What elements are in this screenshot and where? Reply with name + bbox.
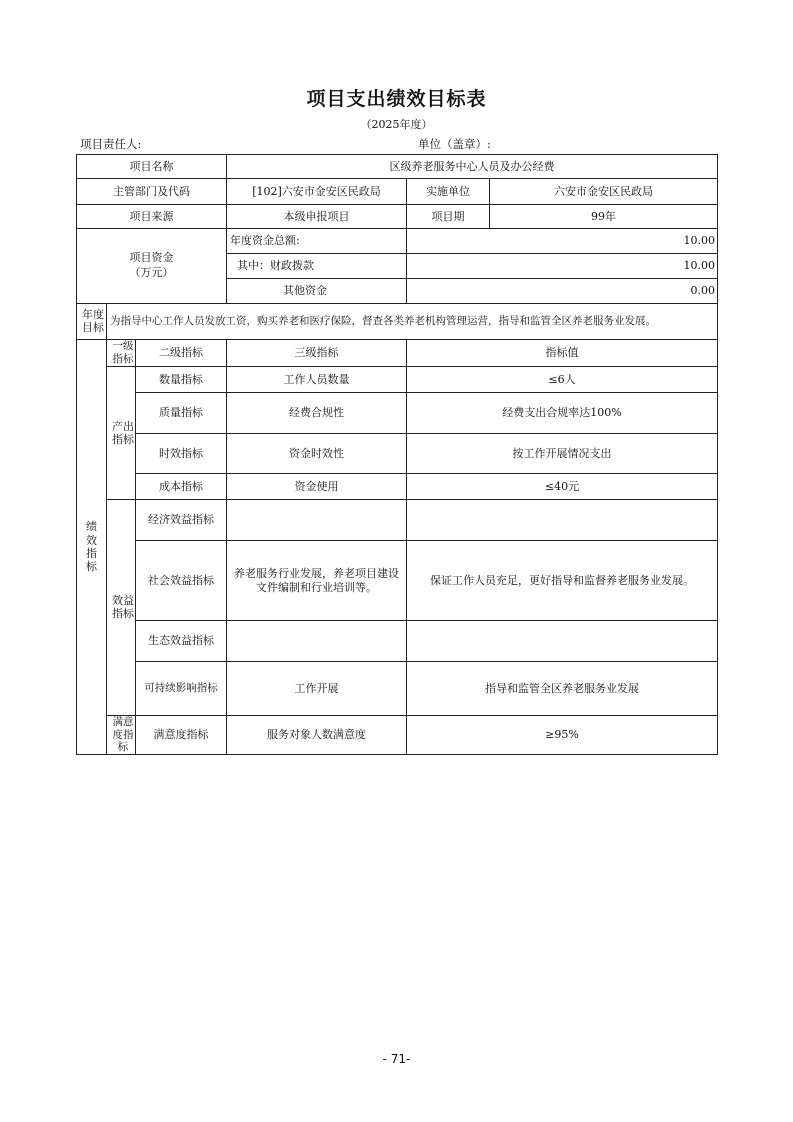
source-value: 本级申报项目 bbox=[227, 205, 407, 229]
fund-total-label: 年度资金总额: bbox=[227, 229, 407, 254]
table-row bbox=[77, 393, 718, 434]
level2-cell: 社会效益指标 bbox=[136, 541, 227, 621]
impl-unit-value: 六安市金安区民政局 bbox=[490, 179, 718, 205]
goal-label-text: 年度目标 bbox=[82, 308, 104, 335]
department-label: 主管部门及代码 bbox=[77, 179, 227, 205]
value-cell: ≥95% bbox=[407, 716, 718, 755]
header-level3: 三级指标 bbox=[227, 340, 407, 367]
fund-label-text: 项目资金（万元） bbox=[129, 251, 174, 279]
fund-fiscal-value: 10.00 bbox=[407, 254, 718, 279]
level3-cell: 资金使用 bbox=[227, 474, 407, 500]
project-name-value: 区级养老服务中心人员及办公经费 bbox=[227, 155, 718, 179]
value-cell: 按工作开展情况支出 bbox=[407, 434, 718, 474]
perf-header-row bbox=[77, 340, 718, 367]
value-cell: 保证工作人员充足，更好指导和监督养老服务业发展。 bbox=[407, 541, 718, 621]
row-department bbox=[77, 179, 718, 205]
perf-section-label bbox=[77, 340, 107, 755]
level2-cell: 质量指标 bbox=[136, 393, 227, 434]
value-cell bbox=[407, 500, 718, 541]
value-cell: 经费支出合规率达100% bbox=[407, 393, 718, 434]
responsible-label: 项目责任人: bbox=[80, 137, 142, 151]
row-source bbox=[77, 205, 718, 229]
department-value: [102]六安市金安区民政局 bbox=[227, 179, 407, 205]
value-cell: ≤40元 bbox=[407, 474, 718, 500]
header-level1 bbox=[107, 340, 136, 367]
row-project-name bbox=[77, 155, 718, 179]
goal-label bbox=[77, 304, 107, 340]
table-row bbox=[77, 716, 718, 755]
value-cell: 指导和监管全区养老服务业发展 bbox=[407, 662, 718, 716]
satisfaction-label bbox=[107, 716, 136, 755]
level3-cell: 养老服务行业发展，养老项目建设文件编制和行业培训等。 bbox=[227, 541, 407, 621]
benefit-label bbox=[107, 500, 136, 716]
row-fund-total bbox=[77, 229, 718, 254]
fund-fiscal-label: 其中：财政拨款 bbox=[227, 254, 407, 279]
source-label: 项目来源 bbox=[77, 205, 227, 229]
value-cell bbox=[407, 621, 718, 662]
level3-cell bbox=[227, 621, 407, 662]
level2-cell: 生态效益指标 bbox=[136, 621, 227, 662]
level2-cell: 成本指标 bbox=[136, 474, 227, 500]
level2-cell: 经济效益指标 bbox=[136, 500, 227, 541]
performance-table bbox=[76, 154, 718, 755]
level3-cell: 经费合规性 bbox=[227, 393, 407, 434]
value-cell: ≤6人 bbox=[407, 367, 718, 393]
project-name-label: 项目名称 bbox=[77, 155, 227, 179]
year-label: （2025年度） bbox=[360, 118, 433, 131]
header-value: 指标值 bbox=[407, 340, 718, 367]
output-label bbox=[107, 367, 136, 500]
level2-cell: 时效指标 bbox=[136, 434, 227, 474]
satisfaction-label-text: 满意度指标 bbox=[112, 716, 134, 754]
header-level2: 二级指标 bbox=[136, 340, 227, 367]
table-row bbox=[77, 474, 718, 500]
header-level1-text: 一级指标 bbox=[112, 340, 134, 365]
period-value: 99年 bbox=[490, 205, 718, 229]
perf-section-text: 绩效指标 bbox=[86, 520, 97, 573]
level3-cell: 工作开展 bbox=[227, 662, 407, 716]
period-label: 项目期 bbox=[407, 205, 490, 229]
level3-cell: 工作人员数量 bbox=[227, 367, 407, 393]
fund-other-label: 其他资金 bbox=[227, 279, 407, 304]
level3-cell bbox=[227, 500, 407, 541]
level2-cell: 数量指标 bbox=[136, 367, 227, 393]
fund-other-value: 0.00 bbox=[407, 279, 718, 304]
table-row bbox=[77, 662, 718, 716]
level3-cell: 资金时效性 bbox=[227, 434, 407, 474]
table-row bbox=[77, 434, 718, 474]
page-number: - 71- bbox=[382, 1052, 411, 1066]
page-title: 项目支出绩效目标表 bbox=[306, 88, 487, 110]
level2-cell: 满意度指标 bbox=[136, 716, 227, 755]
level2-cell: 可持续影响指标 bbox=[136, 662, 227, 716]
table-row bbox=[77, 541, 718, 621]
fund-label bbox=[77, 229, 227, 304]
impl-unit-label: 实施单位 bbox=[407, 179, 490, 205]
row-goal bbox=[77, 304, 718, 340]
table-row bbox=[77, 621, 718, 662]
table-row bbox=[77, 367, 718, 393]
table-row bbox=[77, 500, 718, 541]
goal-text: 为指导中心工作人员发放工资，购买养老和医疗保险，督查各类养老机构管理运营，指导和监管全区养老服务业发展。 bbox=[107, 304, 718, 340]
output-label-text: 产出指标 bbox=[112, 419, 134, 446]
unit-label: 单位（盖章）: bbox=[418, 137, 491, 151]
fund-total-value: 10.00 bbox=[407, 229, 718, 254]
benefit-label-text: 效益指标 bbox=[112, 594, 134, 621]
level3-cell: 服务对象人数满意度 bbox=[227, 716, 407, 755]
